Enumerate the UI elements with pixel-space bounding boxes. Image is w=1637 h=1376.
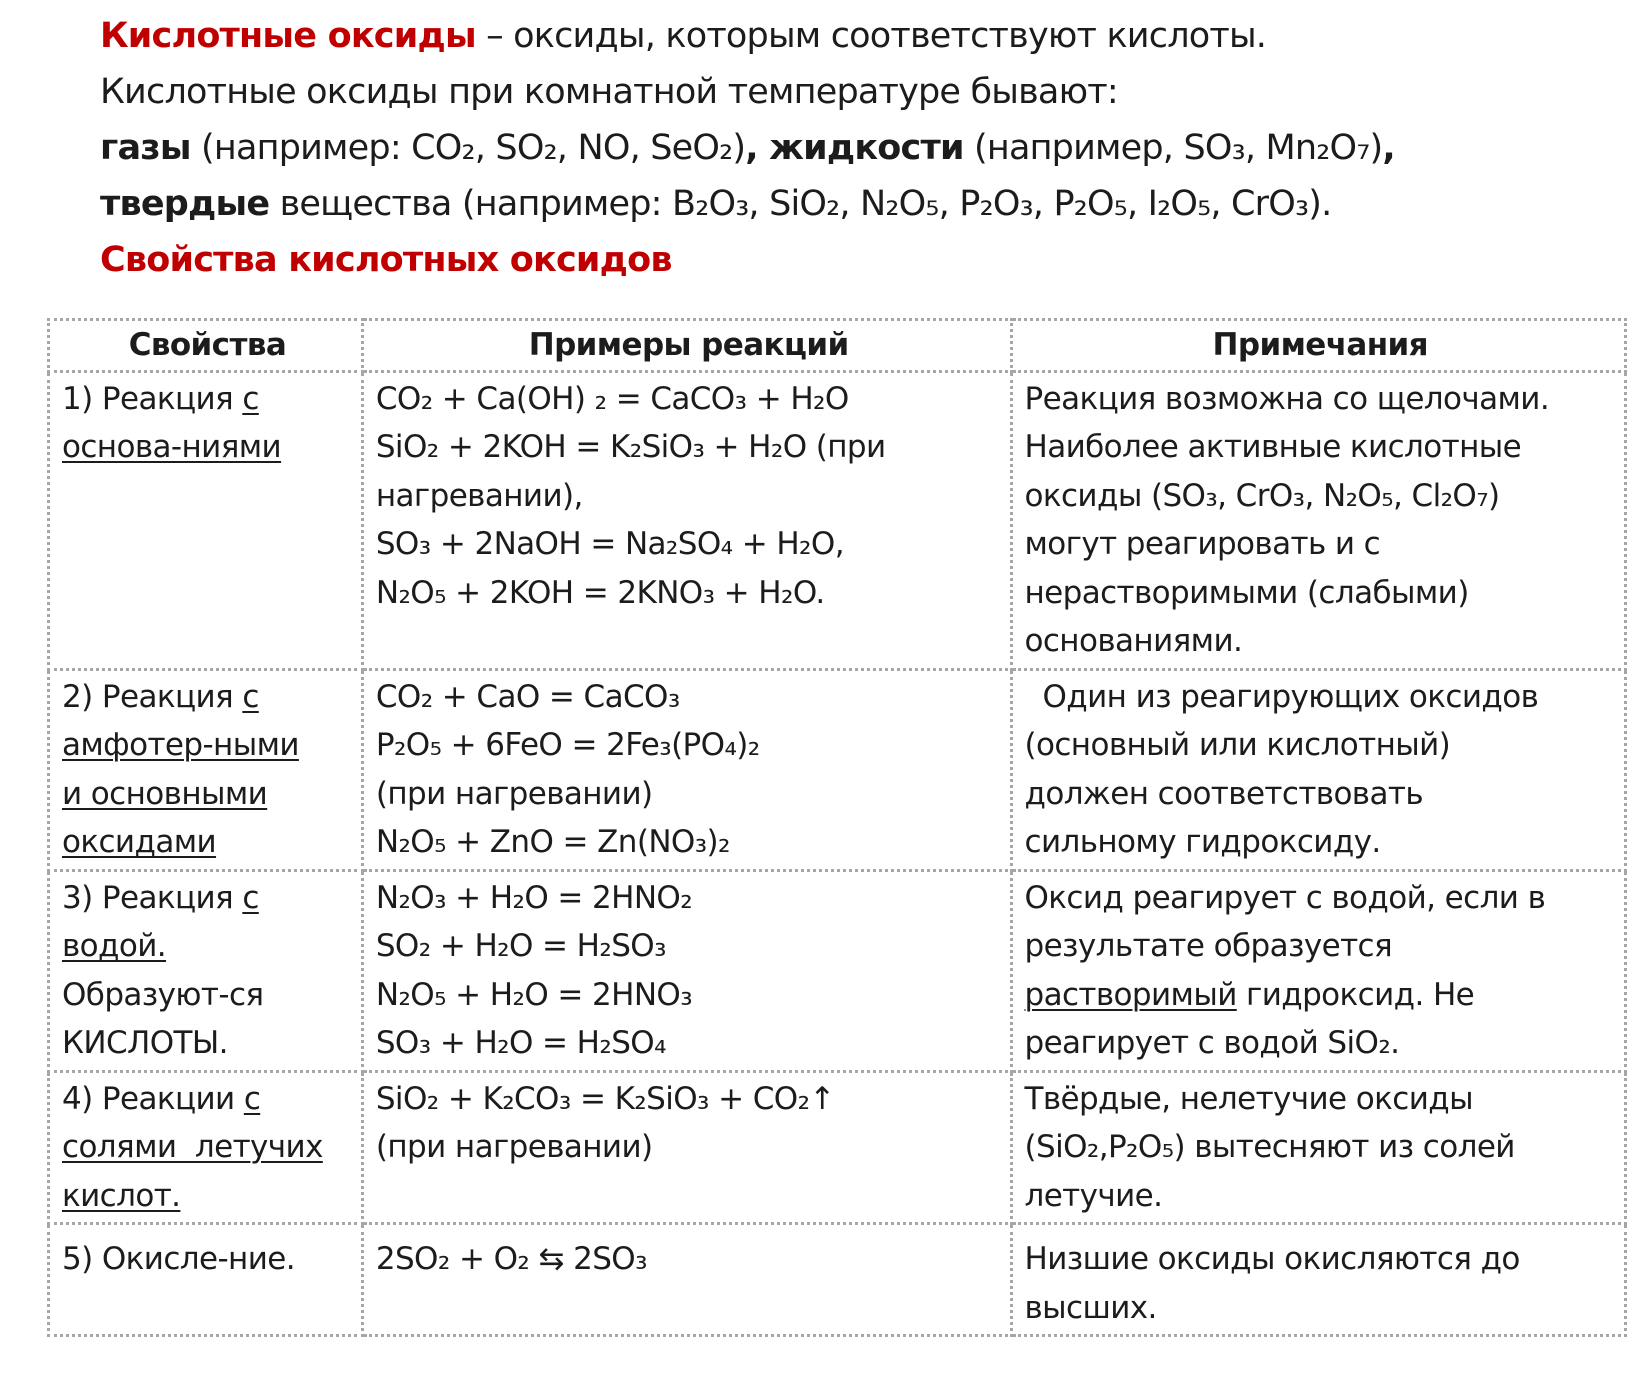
note-line: оксиды (SO₃, CrO₃, N₂O₅, Cl₂O₇) — [1024, 477, 1500, 514]
note-line: Оксид реагирует с водой, если в — [1024, 879, 1546, 916]
note-line: основаниями. — [1024, 623, 1243, 659]
property-underlined: кислот. — [62, 1177, 181, 1214]
reaction-line: SO₃ + 2NaOH = Na₂SO₄ + H₂O, — [375, 526, 844, 562]
property-cell — [49, 1224, 363, 1336]
reactions-cell — [362, 870, 1011, 1071]
reaction-line: N₂O₅ + ZnO = Zn(NO₃)₂ — [375, 824, 730, 860]
property-underlined: основа-ниями — [62, 429, 282, 465]
property-underlined: амфотер-ными — [62, 727, 299, 763]
intro-line-3 — [100, 120, 1395, 176]
reactions-cell — [362, 1224, 1011, 1336]
reactions-cell — [362, 371, 1011, 669]
note-line: Реакция возможна со щелочами. — [1024, 380, 1550, 417]
reactions-cell — [362, 669, 1011, 870]
table-row — [49, 1224, 1626, 1336]
property-cell — [49, 870, 363, 1071]
note-line: нерастворимыми (слабыми) — [1024, 574, 1469, 611]
property-underlined: оксидами — [62, 824, 217, 860]
acidic-oxides-term: Кислотные оксиды — [100, 16, 476, 56]
note-line: результате образуется — [1024, 928, 1393, 964]
note-line: (основный или кислотный) — [1024, 727, 1451, 763]
table-header-row — [49, 320, 1626, 372]
note-line: (SiO₂,P₂O₅) вытесняют из солей — [1024, 1129, 1515, 1165]
notes-cell — [1011, 1224, 1626, 1336]
reaction-line: нагревании), — [375, 477, 583, 514]
note-line: Низшие оксиды окисляются до — [1024, 1241, 1520, 1277]
property-underlined: солями летучих — [62, 1129, 323, 1165]
note-line: высших. — [1024, 1289, 1157, 1326]
notes-cell — [1011, 1071, 1626, 1224]
reaction-line: SiO₂ + K₂CO₃ = K₂SiO₃ + CO₂↑ — [375, 1080, 835, 1117]
reactions-cell — [362, 1071, 1011, 1224]
property-underlined: и основными — [62, 775, 268, 812]
table-row — [49, 669, 1626, 870]
intro-line-2: Кислотные оксиды при комнатной температуре бывают: — [100, 72, 1118, 112]
property-cell — [49, 669, 363, 870]
note-line: Один из реагирующих оксидов — [1042, 678, 1539, 715]
gases-examples: (например: CO₂, SO₂, NO, SeO₂) — [190, 128, 746, 168]
reaction-line: N₂O₃ + H₂O = 2HNO₂ — [375, 879, 693, 916]
property-text: Образуют-ся — [62, 976, 264, 1013]
note-line: Твёрдые, нелетучие оксиды — [1024, 1080, 1473, 1117]
intro-line-4 — [100, 176, 1395, 232]
property-prefix: 1) Реакция — [62, 380, 243, 417]
table-row — [49, 371, 1626, 669]
acidic-oxides-definition: – оксиды, которым соответствуют кислоты. — [475, 16, 1267, 56]
comma-1: , — [745, 128, 770, 168]
notes-cell — [1011, 669, 1626, 870]
reaction-line: SO₂ + H₂O = H₂SO₃ — [375, 928, 666, 964]
reaction-line: CO₂ + Ca(OH) ₂ = CaCO₃ + H₂O — [375, 380, 849, 417]
note-line: могут реагировать и с — [1024, 526, 1381, 562]
property-cell — [49, 1071, 363, 1224]
note-text: гидроксид. Не — [1236, 976, 1475, 1013]
reaction-line: (при нагревании) — [375, 775, 653, 812]
intro-block — [100, 8, 1395, 288]
table-row — [49, 1071, 1626, 1224]
property-prefix: 3) Реакция — [62, 879, 243, 916]
reaction-line: CO₂ + CaO = CaCO₃ — [375, 678, 680, 715]
property-underlined: с — [242, 678, 259, 715]
note-underlined: растворимый — [1024, 976, 1237, 1013]
properties-title: Свойства кислотных оксидов — [100, 240, 672, 280]
reaction-line: P₂O₅ + 6FeO = 2Fe₃(PO₄)₂ — [375, 727, 760, 763]
reaction-line: SO₃ + H₂O = H₂SO₄ — [375, 1025, 666, 1061]
property-text: КИСЛОТЫ. — [62, 1025, 228, 1061]
table-row — [49, 870, 1626, 1071]
solids-word: твердые — [100, 184, 270, 224]
gases-word: газы — [100, 128, 191, 168]
notes-cell — [1011, 870, 1626, 1071]
note-line: летучие. — [1024, 1177, 1163, 1214]
reaction-line: 2SO₂ + O₂ ⇆ 2SO₃ — [375, 1241, 647, 1277]
intro-definition-line — [100, 8, 1395, 64]
note-line: должен соответствовать — [1024, 775, 1424, 812]
notes-cell — [1011, 371, 1626, 669]
note-line: сильному гидроксиду. — [1024, 824, 1381, 860]
properties-table — [47, 318, 1627, 1337]
header-notes: Примечания — [1011, 320, 1626, 372]
note-line: Наиболее активные кислотные — [1024, 429, 1522, 465]
property-underlined: с — [242, 879, 259, 916]
property-prefix: 4) Реакции — [62, 1080, 244, 1117]
property-underlined: водой. — [62, 928, 167, 964]
comma-2: , — [1382, 128, 1395, 168]
property-cell — [49, 371, 363, 669]
reaction-line: N₂O₅ + H₂O = 2HNO₃ — [375, 976, 693, 1013]
liquids-examples: (например, SO₃, Mn₂O₇) — [963, 128, 1383, 168]
header-reaction-examples: Примеры реакций — [362, 320, 1011, 372]
reaction-line: SiO₂ + 2KOH = K₂SiO₃ + H₂O (при — [375, 429, 886, 465]
property-underlined: с — [242, 380, 259, 417]
note-line: реагирует с водой SiO₂. — [1024, 1025, 1400, 1061]
property-underlined: с — [243, 1080, 261, 1117]
liquids-word: жидкости — [769, 128, 964, 168]
reaction-line: (при нагревании) — [375, 1129, 653, 1165]
solids-examples: вещества (например: B₂O₃, SiO₂, N₂O₅, P₂O₃, P₂O₅, I₂O₅, CrO₃). — [269, 184, 1332, 224]
header-properties: Свойства — [49, 320, 363, 372]
reaction-line: N₂O₅ + 2KOH = 2KNO₃ + H₂O. — [375, 574, 825, 611]
property-text: 5) Окисле-ние. — [62, 1241, 296, 1277]
property-prefix: 2) Реакция — [62, 678, 243, 715]
